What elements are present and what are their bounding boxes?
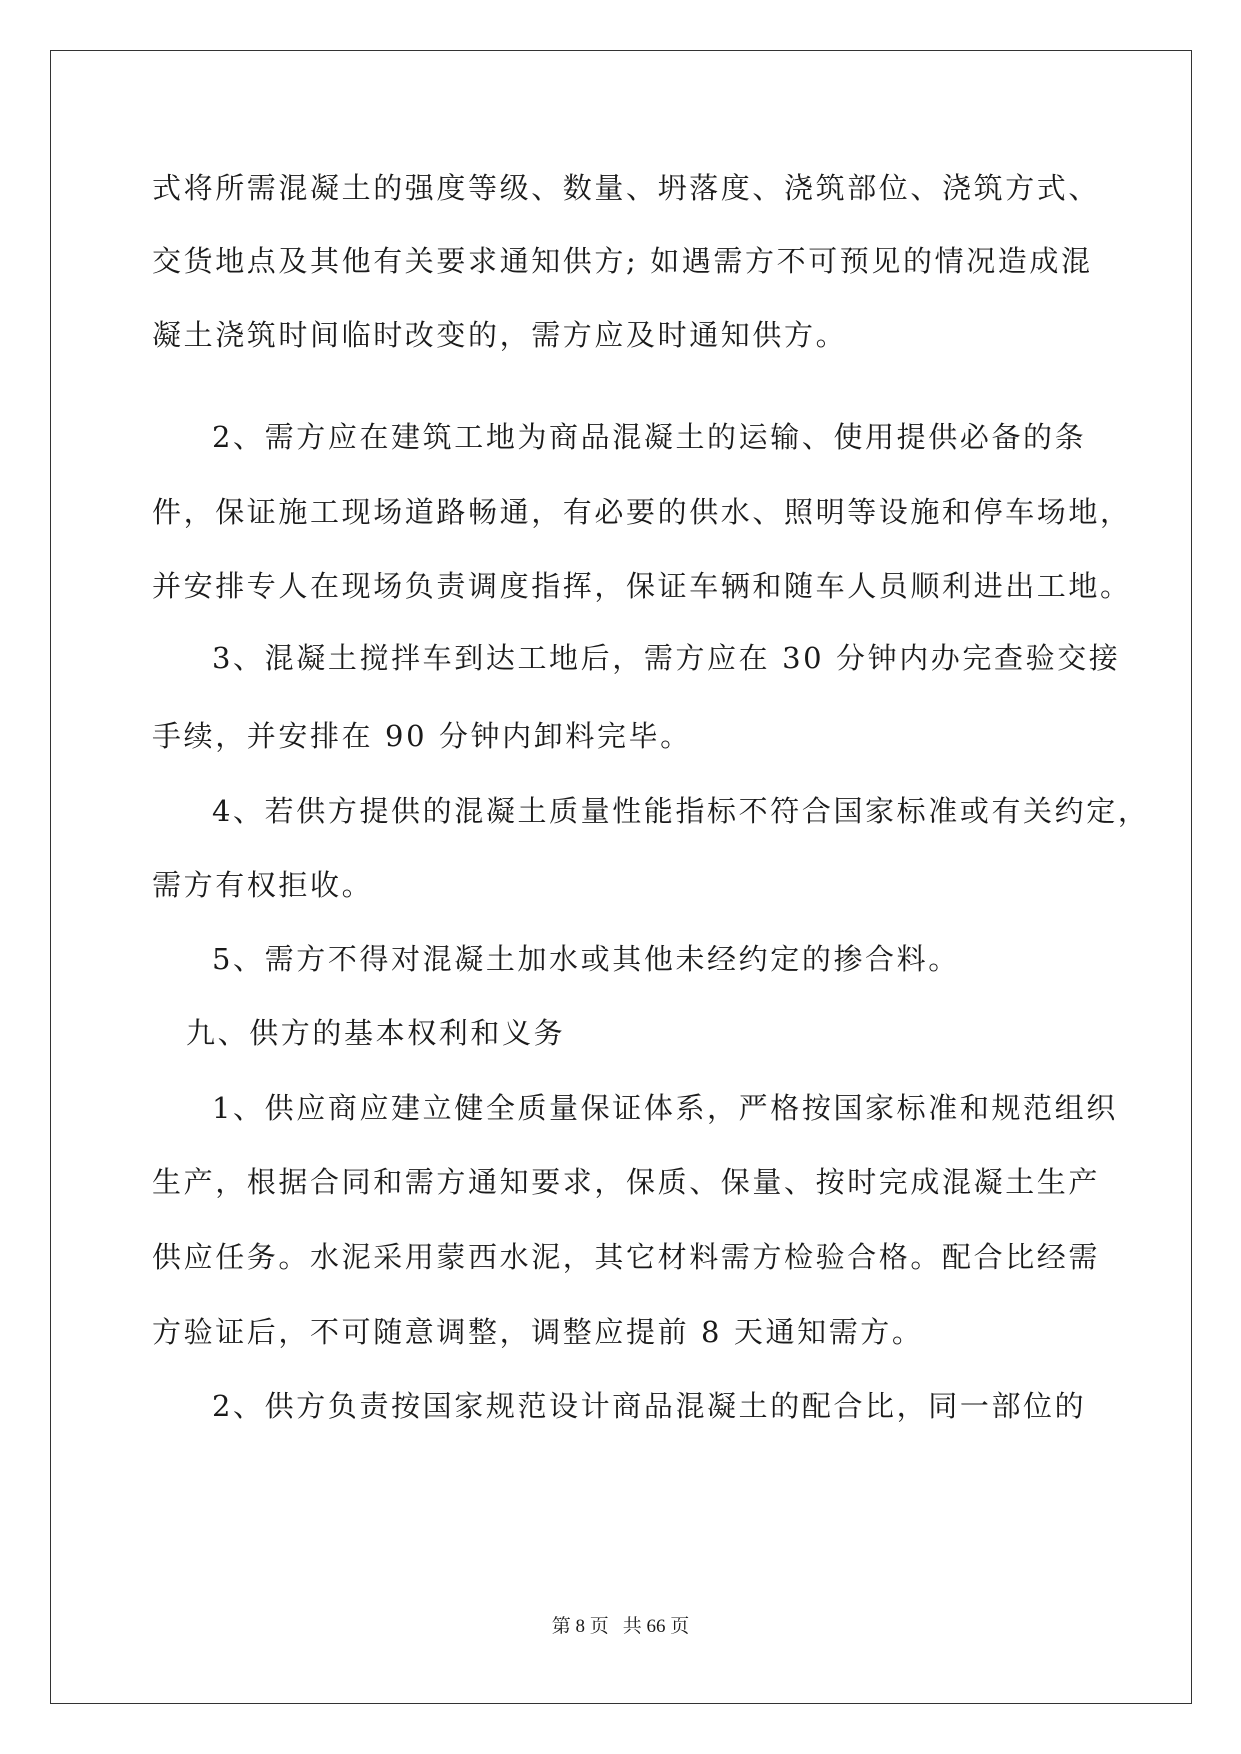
section-heading: 九、供方的基本权利和义务 xyxy=(186,1016,566,1050)
body-line: 凝土浇筑时间临时改变的，需方应及时通知供方。 xyxy=(152,318,848,352)
body-line: 生产，根据合同和需方通知要求，保质、保量、按时完成混凝土生产 xyxy=(152,1165,1101,1199)
page-number: 第 8 页 xyxy=(551,1616,609,1637)
body-line: 5、需方不得对混凝土加水或其他未经约定的掺合料。 xyxy=(212,942,960,976)
body-line: 2、需方应在建筑工地为商品混凝土的运输、使用提供必备的条 xyxy=(212,420,1087,454)
body-line: 交货地点及其他有关要求通知供方; 如遇需方不可预见的情况造成混 xyxy=(152,244,1093,278)
body-line: 并安排专人在现场负责调度指挥，保证车辆和随车人员顺利进出工地。 xyxy=(152,569,1132,603)
body-line: 2、供方负责按国家规范设计商品混凝土的配合比，同一部位的 xyxy=(212,1389,1087,1423)
body-line: 1、供应商应建立健全质量保证体系，严格按国家标准和规范组织 xyxy=(212,1091,1118,1125)
body-line: 方验证后，不可随意调整，调整应提前 8 天通知需方。 xyxy=(152,1315,924,1349)
body-line: 3、混凝土搅拌车到达工地后，需方应在 30 分钟内办完查验交接 xyxy=(212,641,1121,675)
body-line: 件，保证施工现场道路畅通，有必要的供水、照明等设施和停车场地， xyxy=(152,495,1132,529)
body-line: 式将所需混凝土的强度等级、数量、坍落度、浇筑部位、浇筑方式、 xyxy=(152,171,1101,205)
body-line: 4、若供方提供的混凝土质量性能指标不符合国家标准或有关约定， xyxy=(212,794,1150,828)
body-line: 供应任务。水泥采用蒙西水泥，其它材料需方检验合格。配合比经需 xyxy=(152,1240,1101,1274)
page-footer xyxy=(0,1615,1241,1639)
body-line: 需方有权拒收。 xyxy=(152,868,374,902)
body-line: 手续，并安排在 90 分钟内卸料完毕。 xyxy=(152,719,692,753)
page-total: 共 66 页 xyxy=(622,1616,690,1637)
